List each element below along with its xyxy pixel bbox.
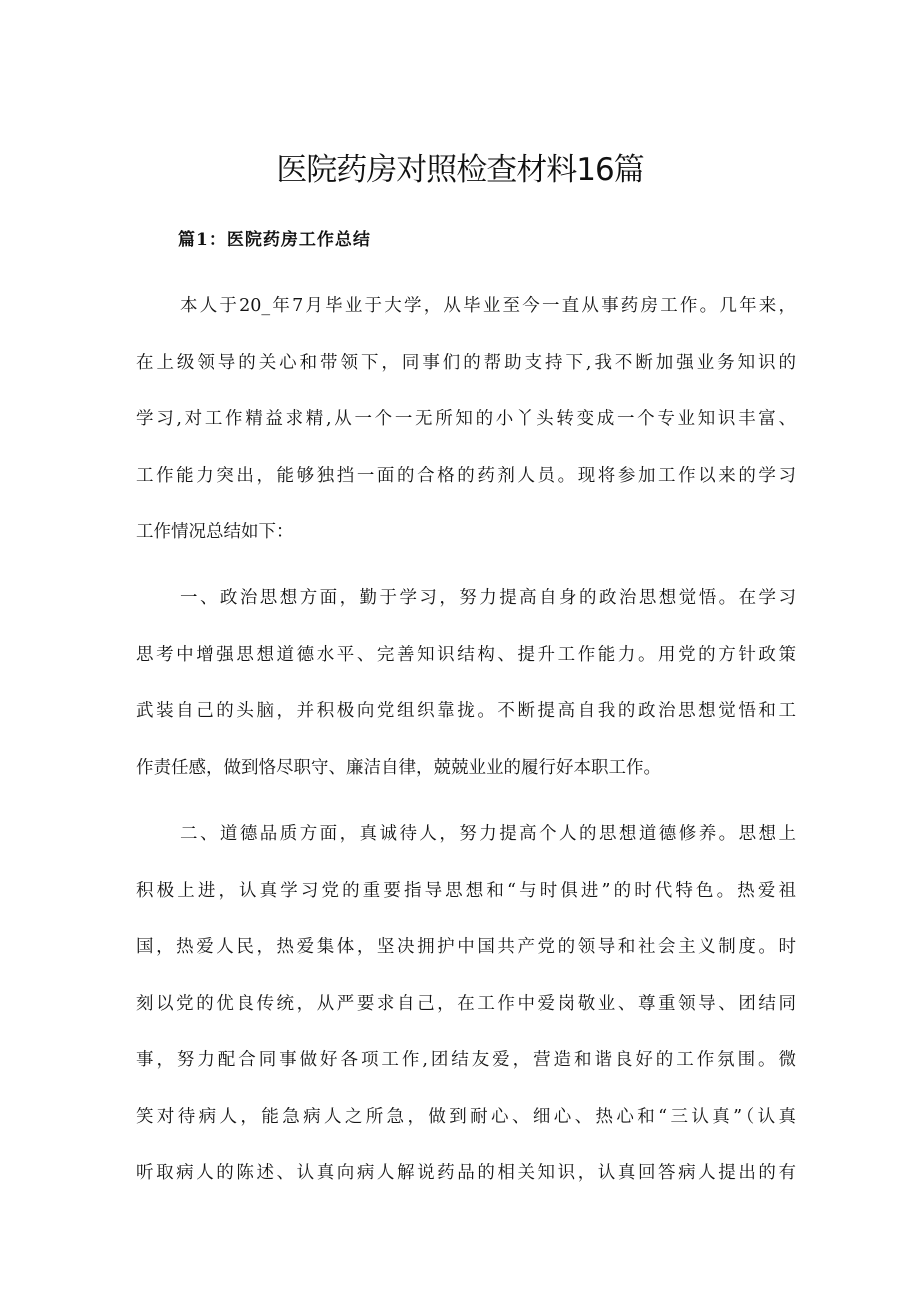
paragraph-line: 积极上进，认真学习党的重要指导思想和“与时俱进”的时代特色。热爱祖 (136, 880, 796, 901)
paragraph-line: 在上级领导的关心和带领下，同事们的帮助支持下,我不断加强业务知识的 (136, 352, 796, 373)
section-heading: 篇1：医院药房工作总结 (178, 230, 371, 250)
paragraph-line: 学习,对工作精益求精,从一个一无所知的小丫头转变成一个专业知识丰富、 (136, 409, 796, 429)
paragraph-line: 工作情况总结如下： (136, 522, 294, 542)
paragraph-line: 二、道德品质方面，真诚待人，努力提高个人的思想道德修养。思想上 (180, 824, 796, 844)
paragraph-line: 事，努力配合同事做好各项工作,团结友爱，营造和谐良好的工作氛围。微 (136, 1050, 796, 1070)
paragraph-line: 工作能力突出，能够独挡一面的合格的药剂人员。现将参加工作以来的学习 (136, 465, 796, 486)
paragraph-line: 听取病人的陈述、认真向病人解说药品的相关知识，认真回答病人提出的有 (136, 1163, 796, 1183)
paragraph-line: 一、政治思想方面，勤于学习，努力提高自身的政治思想觉悟。在学习 (180, 588, 796, 608)
paragraph-moral (136, 819, 796, 1215)
paragraph-line: 刻以党的优良传统，从严要求自己，在工作中爱岗敬业、尊重领导、团结同 (136, 993, 796, 1014)
document-title: 医院药房对照检查材料16篇 (276, 152, 644, 188)
paragraph-line: 笑对待病人，能急病人之所急，做到耐心、细心、热心和“三认真”（认真 (136, 1106, 796, 1127)
paragraph-line: 本人于20_年7月毕业于大学，从毕业至今一直从事药房工作。几年来， (180, 296, 796, 316)
paragraph-political (136, 583, 796, 809)
paragraph-intro (136, 291, 796, 574)
paragraph-line: 思考中增强思想道德水平、完善知识结构、提升工作能力。用党的方针政策 (136, 644, 796, 665)
paragraph-line: 国，热爱人民，热爱集体，坚决拥护中国共产党的领导和社会主义制度。时 (136, 937, 796, 957)
paragraph-line: 武装自己的头脑，并积极向党组织靠拢。不断提高自我的政治思想觉悟和工 (136, 701, 796, 721)
paragraph-line: 作责任感，做到恪尽职守、廉洁自律，兢兢业业的履行好本职工作。 (136, 757, 661, 778)
